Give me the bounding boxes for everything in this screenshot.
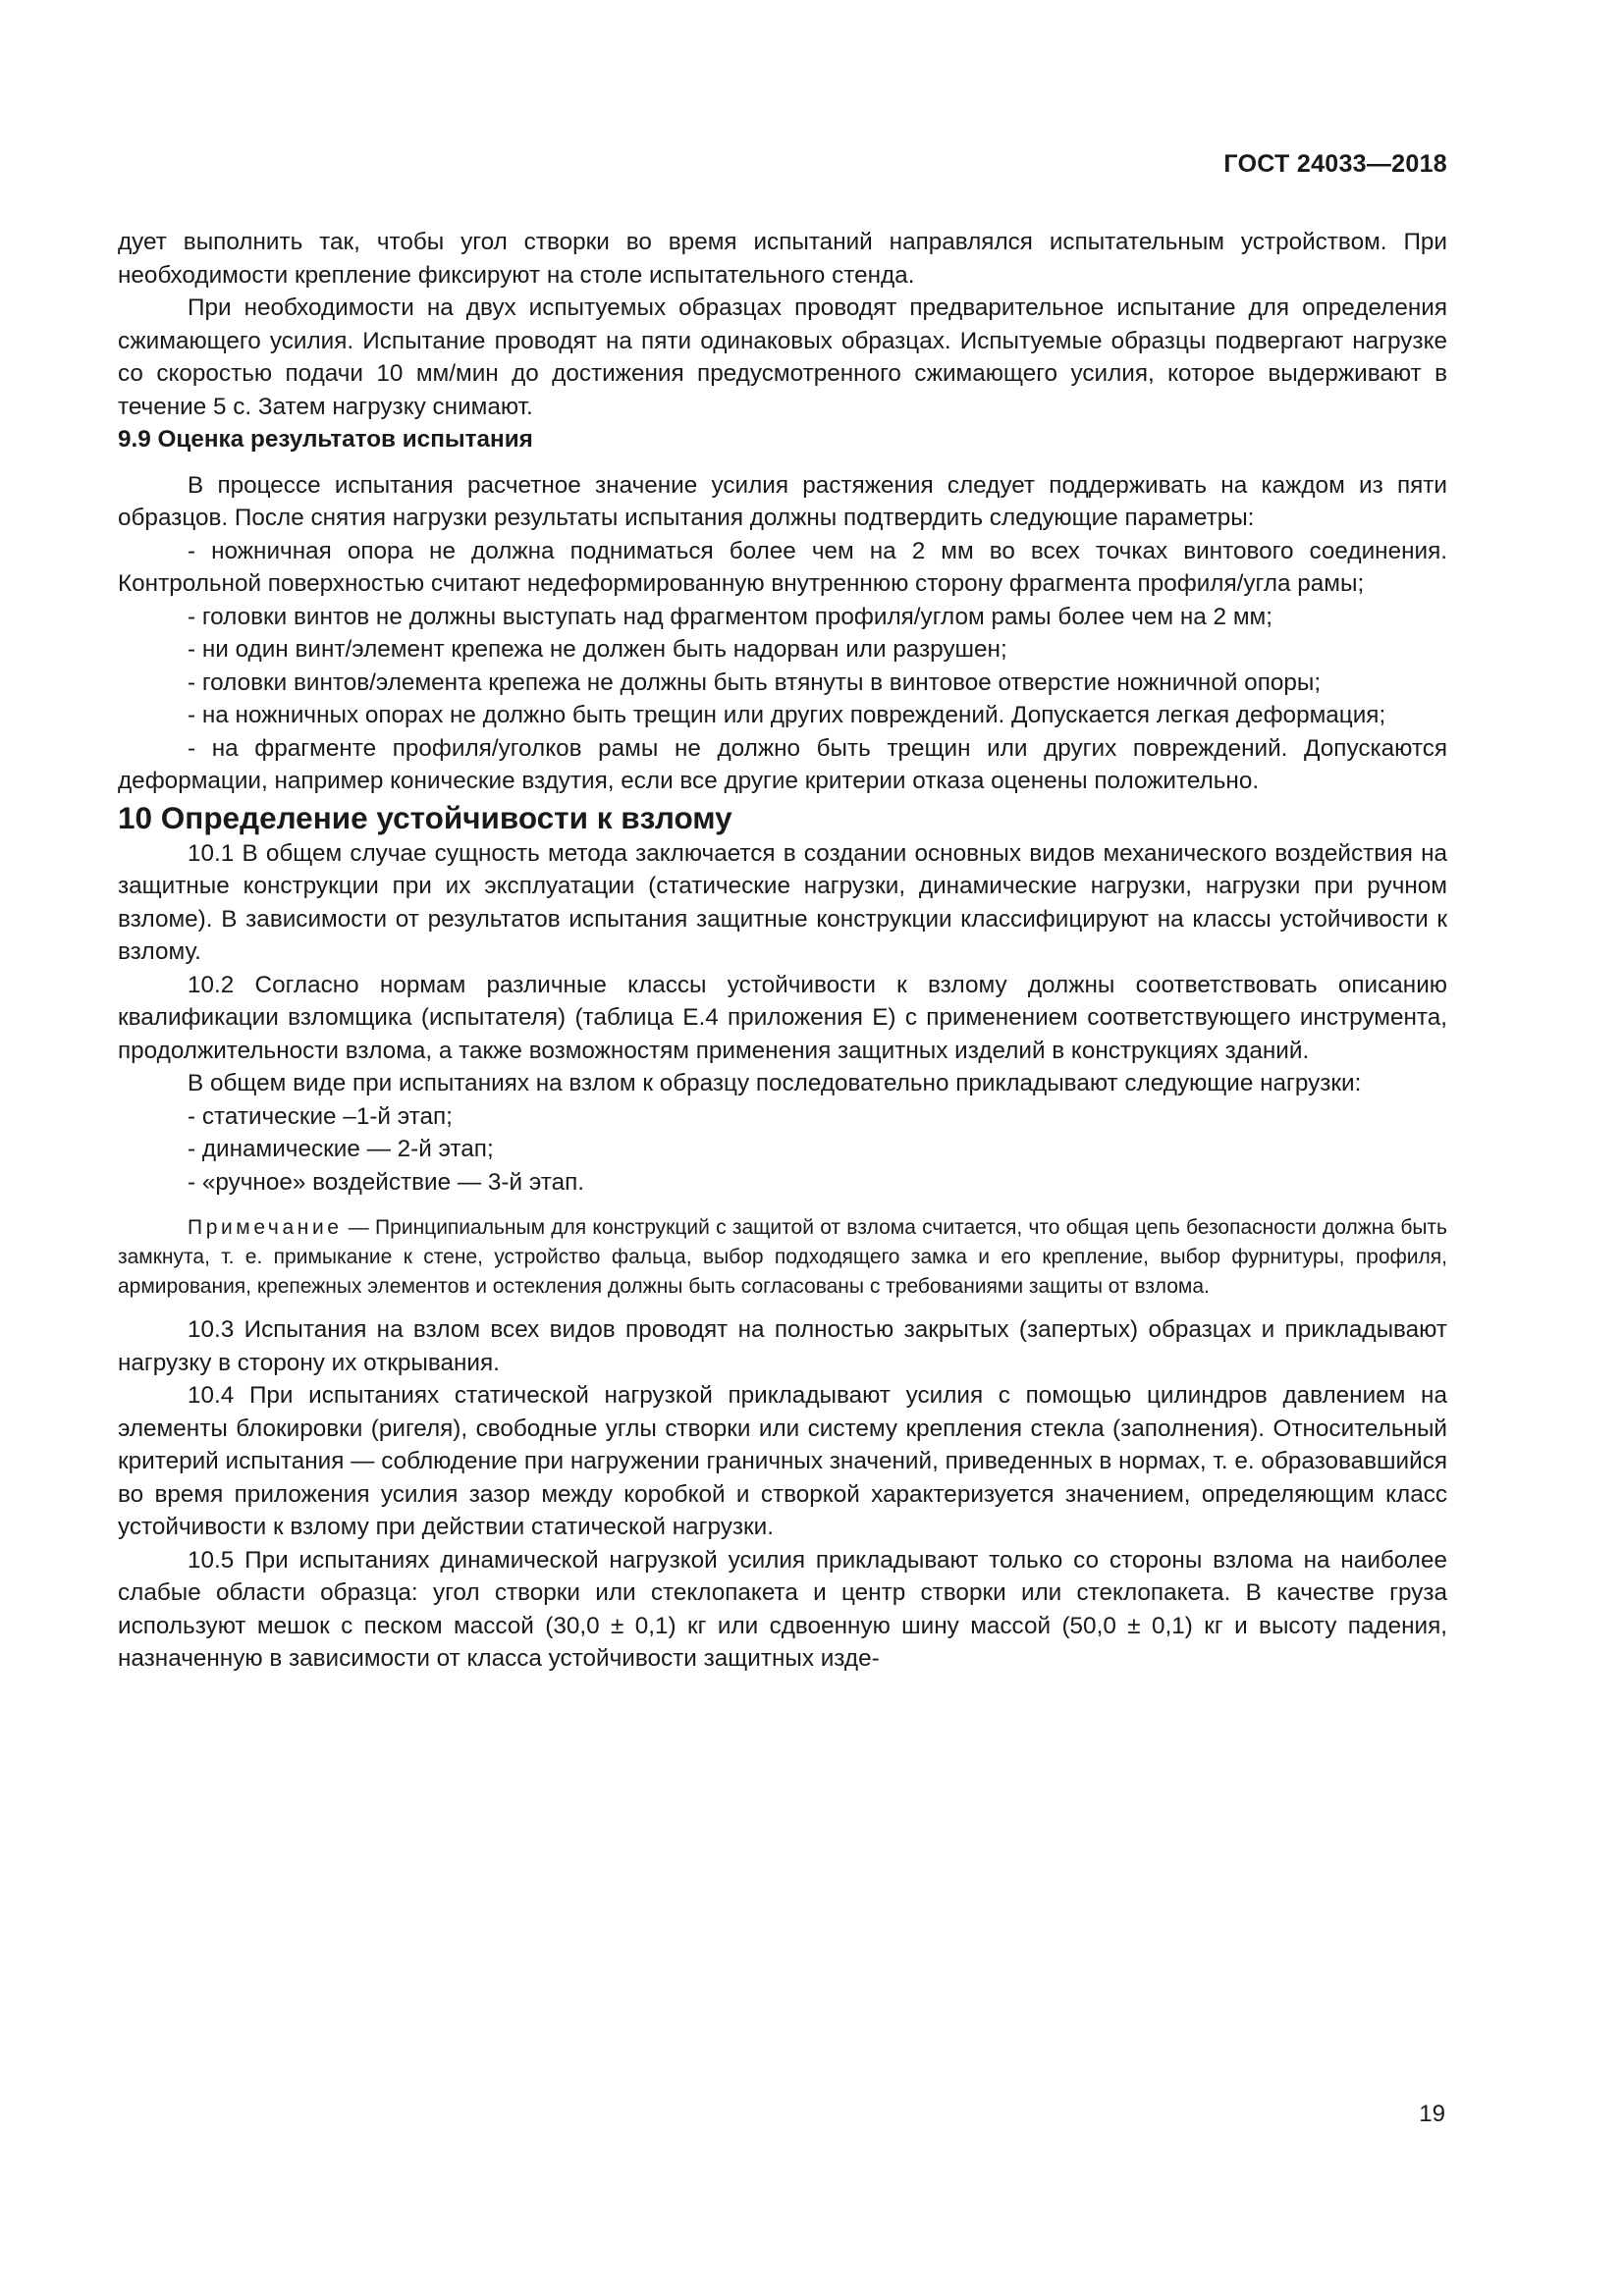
page-number: 19 [1419,2101,1445,2127]
paragraph: В общем виде при испытаниях на взлом к образцу последовательно прикладывают следующие нагрузки: [188,1070,1362,1096]
list-item: - на ножничных опорах не должно быть трещин или других повреждений. Допускается легкая деформация; [188,702,1386,728]
paragraph: 10.5 При испытаниях динамической нагрузкой усилия прикладывают только со стороны взлома на наиболее слабые области образца: угол створки или стеклопакета и центр створки или стеклопакета. В качестве груза используют мешок с песком массой (30,0 ± 0,1) кг или сдвоенную шину массой (50,0 ± 0,1) кг и высоту падения, назначенную в зависимости от класса устойчивости защитных изде- [118,1546,1447,1673]
list-item: - статические –1-й этап; [188,1102,453,1130]
list-item: - головки винтов/элемента крепежа не должны быть втянуты в винтовое отверстие ножничной опоры; [188,668,1322,696]
list-item: - на фрагменте профиля/уголков рамы не должно быть трещин или других повреждений. Допускаются деформации, например конические вздутия, если все другие критерии отказа оценены положительно. [118,734,1447,794]
note [118,1213,1447,1301]
list-item: - динамические — 2-й этап; [188,1136,494,1162]
paragraph: При необходимости на двух испытуемых образцах проводят предварительное испытание для определения сжимающего усилия. Испытание проводят на пяти одинаковых образцах. Испытуемые образцы подвергают нагрузке со скоростью подачи 10 мм/мин до достижения предусмотренного сжимающего усилия, которое выдерживают в течение 5 с. Затем нагрузку снимают. [118,294,1447,420]
paragraph: 10.1 В общем случае сущность метода заключается в создании основных видов механического воздействия на защитные конструкции при их эксплуатации (статические нагрузки, динамические нагрузки, нагрузки при ручном взломе). В зависимости от результатов испытания защитные конструкции классифицируют на классы устойчивости к взлому. [118,839,1447,965]
note-label: Примечание [188,1216,343,1239]
document-body [118,226,1447,1676]
list-item: - ножничная опора не должна подниматься более чем на 2 мм во всех точках винтового соединения. Контрольной поверхностью считают недеформированную внутреннюю сторону фрагмента профиля/угла рамы; [118,537,1447,597]
list-item: - «ручное» воздействие — 3-й этап. [188,1168,584,1196]
list-item: - головки винтов не должны выступать над фрагментом профиля/углом рамы более чем на 2 мм; [188,603,1272,630]
paragraph-continuation: дует выполнить так, чтобы угол створки во время испытаний направлялся испытательным устройством. При необходимости крепление фиксируют на столе испытательного стенда. [118,229,1447,289]
list-item: - ни один винт/элемент крепежа не должен быть надорван или разрушен; [188,636,1007,663]
subsection-heading: 9.9 Оценка результатов испытания [118,426,533,453]
paragraph: 10.3 Испытания на взлом всех видов проводят на полностью закрытых (запертых) образцах и прикладывают нагрузку в сторону их открывания. [118,1316,1447,1376]
section-heading: 10 Определение устойчивости к взлому [118,799,732,835]
paragraph: В процессе испытания расчетное значение усилия растяжения следует поддерживать на каждом из пяти образцов. После снятия нагрузки результаты испытания должны подтвердить следующие параметры: [118,471,1447,531]
note-text: — Принципиальным для конструкций с защитой от взлома считается, что общая цепь безопасности должна быть замкнута, т. е. примыкание к стене, устройство фальца, выбор подходящего замка и его крепление, выбор фурнитуры, профиля, армирования, крепежных элементов и остекления должны быть согласованы с требованиями защиты от взлома. [118,1216,1447,1298]
paragraph: 10.4 При испытаниях статической нагрузкой прикладывают усилия с помощью цилиндров давлением на элементы блокировки (ригеля), свободные углы створки или систему крепления стекла (заполнения). Относительный критерий испытания — соблюдение при нагружении граничных значений, приведенных в нормах, т. е. образовавшийся во время приложения усилия зазор между коробкой и створкой характеризуется значением, определяющим класс устойчивости к взлому при действии статической нагрузки. [118,1382,1447,1541]
document-header: ГОСТ 24033—2018 [1223,150,1447,178]
paragraph: 10.2 Согласно нормам различные классы устойчивости к взлому должны соответствовать описанию квалификации взломщика (испытателя) (таблица Е.4 приложения Е) с применением соответствующего инструмента, продолжительности взлома, а также возможностям применения защитных изделий в конструкциях зданий. [118,971,1447,1064]
